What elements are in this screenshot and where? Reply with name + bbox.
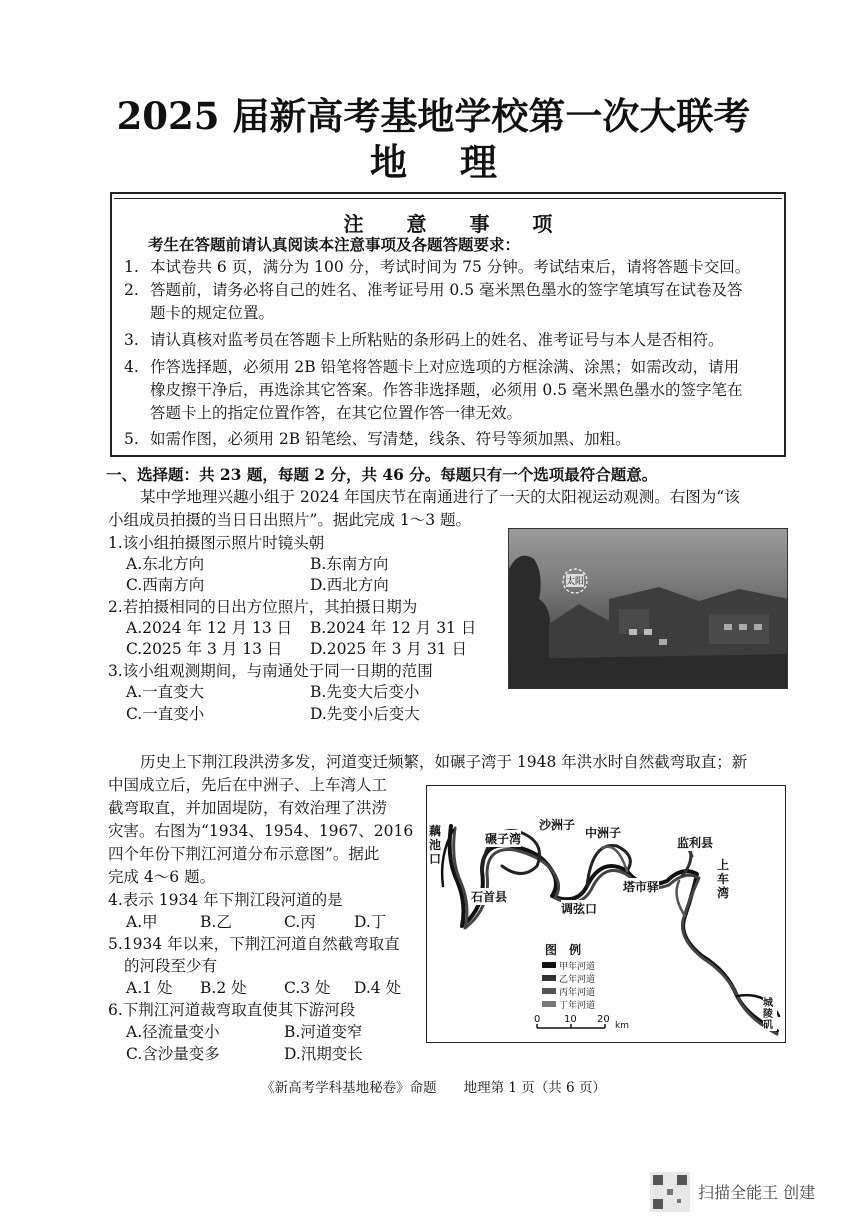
q1-stem: 1.该小组拍摄图示照片时镜头朝 [108, 534, 325, 552]
sunrise-photo-drawing [509, 529, 788, 689]
sunrise-photo [508, 528, 788, 689]
q1-option-d: D.西北方向 [310, 576, 389, 594]
q2-option-b: B.2024 年 12 月 31 日 [310, 619, 477, 637]
q6-option-b: B.河道变窄 [284, 1023, 363, 1041]
map-label-jianli: 监利县 [677, 836, 714, 850]
notice-item-3: 3. 请认真核对监考员在答题卡上所粘贴的条形码上的姓名、准考证号与本人是否相符。 [124, 331, 724, 349]
legend-item-3: 丙年河道 [559, 988, 596, 998]
qr-code-icon [650, 1172, 690, 1212]
q3-stem: 3.该小组观测期间，与南通处于同一日期的范围 [108, 662, 433, 680]
intro2-line2: 中国成立后，先后在中洲子、上车湾人工 [108, 776, 388, 794]
map-label-ouchikou: 藕池口 [429, 824, 442, 866]
q3-option-d: D.先变小后变大 [310, 705, 420, 723]
q5-option-b: B.2 处 [200, 979, 247, 997]
notice-item-1: 1. 本试卷共 6 页，满分为 100 分，考试时间为 75 分钟。考试结束后，请将答题卡交回。 [124, 258, 751, 276]
legend-item-4: 丁年河道 [559, 1001, 596, 1011]
q5-option-c: C.3 处 [284, 979, 331, 997]
q1-option-c: C.西南方向 [126, 576, 205, 594]
sun-label: 太阳 [566, 574, 584, 587]
scale-zero: 0 [534, 1014, 541, 1025]
notice-item-2-cont: 题卡的规定位置。 [150, 304, 275, 322]
q1-option-a: A.东北方向 [126, 555, 205, 573]
page-footer: 《新高考学科基地秘卷》命题 地理第 1 页（共 6 页） [261, 1080, 606, 1096]
river-map [426, 785, 786, 1043]
watermark-text: 扫描全能王 创建 [698, 1183, 816, 1202]
q2-option-c: C.2025 年 3 月 13 日 [126, 640, 283, 658]
q4-option-d: D.丁 [354, 913, 387, 931]
map-label-chenglingji: 城陵矶 [763, 998, 777, 1031]
intro1-line1: 某中学地理兴趣小组于 2024 年国庆节在南通进行了一天的太阳视运动观测。右图为“该 [140, 488, 740, 506]
map-label-shishou: 石首县 [471, 890, 508, 904]
legend-item-2: 乙年河道 [559, 975, 596, 985]
q6-option-d: D.汛期变长 [284, 1045, 363, 1063]
q2-option-a: A.2024 年 12 月 13 日 [126, 619, 293, 637]
q4-option-c: C.丙 [284, 913, 316, 931]
map-label-nianziwan: 碾子湾 [485, 832, 522, 846]
notice-item-2: 2. 答题前，请务必将自己的姓名、准考证号用 0.5 毫米黑色墨水的签字笔填写在试卷及答 [124, 281, 743, 299]
notice-item-5: 5. 如需作图，必须用 2B 铅笔绘、写清楚，线条、符号等须加黑、加粗。 [124, 430, 631, 448]
q3-option-b: B.先变大后变小 [310, 683, 420, 701]
q3-option-c: C.一直变小 [126, 705, 205, 723]
notice-item-4: 4. 作答选择题，必须用 2B 铅笔将答题卡上对应选项的方框涂满、涂黑；如需改动，请用 [124, 358, 740, 376]
q3-option-a: A.一直变大 [126, 683, 205, 701]
intro2-line5: 四个年份下荆江河道分布示意图”。据此 [108, 845, 380, 863]
q4-option-a: A.甲 [126, 913, 158, 931]
q2-stem: 2.若拍摄相同的日出方位照片，其拍摄日期为 [108, 598, 418, 616]
section-heading: 一、选择题：共 23 题，每题 2 分，共 46 分。每题只有一个选项最符合题意。 [106, 465, 658, 484]
q6-option-c: C.含沙量变多 [126, 1045, 220, 1063]
map-label-zhongzhouzi: 中洲子 [585, 826, 622, 840]
q2-option-d: D.2025 年 3 月 31 日 [310, 640, 467, 658]
q6-stem: 6.下荆江河道裁弯取直使其下游河段 [108, 1001, 356, 1019]
q5-option-d: D.4 处 [354, 979, 402, 997]
legend-title: 图 例 [545, 943, 586, 957]
notice-item-4-cont1: 橡皮擦干净后，再选涂其它答案。作答非选择题，必须用 0.5 毫米黑色墨水的签字笔在 [150, 381, 743, 399]
notice-title: 注 意 事 项 [343, 212, 571, 236]
intro2-line1: 历史上下荆江段洪涝多发，河道变迁频繁，如碾子湾于 1948 年洪水时自然截弯取直；新 [140, 753, 748, 771]
intro2-line6: 完成 4～6 题。 [108, 868, 216, 886]
map-label-tiaoxuankou: 调弦口 [561, 902, 598, 916]
intro2-line3: 截弯取直，并加固堤防，有效治理了洪涝 [108, 799, 388, 817]
subject-title: 地 理 [370, 140, 517, 184]
scale-mid: 10 [564, 1014, 577, 1025]
q5-stem: 5.1934 年以来，下荆江河道自然截弯取直 [108, 935, 400, 953]
map-label-tashiyi: 塔市驿 [623, 880, 660, 894]
intro2-line4: 灾害。右图为“1934、1954、1967、2016 [108, 822, 414, 840]
q4-stem: 4.表示 1934 年下荆江段河道的是 [108, 891, 343, 909]
q6-option-a: A.径流量变小 [126, 1023, 220, 1041]
notice-intro: 考生在答题前请认真阅读本注意事项及各题答题要求： [148, 235, 521, 254]
q5-option-a: A.1 处 [126, 979, 173, 997]
exam-title: 2025 届新高考基地学校第一次大联考 [116, 94, 751, 138]
notice-item-4-cont2: 答题卡上的指定位置作答，在其它位置作答一律无效。 [150, 404, 523, 422]
q4-option-b: B.乙 [200, 913, 232, 931]
q1-option-b: B.东南方向 [310, 555, 389, 573]
q5-stem-cont: 的河段至少有 [124, 957, 218, 975]
map-label-shazhouzi: 沙洲子 [539, 818, 576, 832]
map-label-shangchewan: 上车湾 [717, 858, 730, 900]
intro1-line2: 小组成员拍摄的当日日出照片”。据此完成 1～3 题。 [108, 511, 472, 529]
scale-unit: km [615, 1021, 629, 1031]
legend-item-1: 甲年河道 [559, 962, 596, 972]
scale-max: 20 [597, 1014, 610, 1025]
